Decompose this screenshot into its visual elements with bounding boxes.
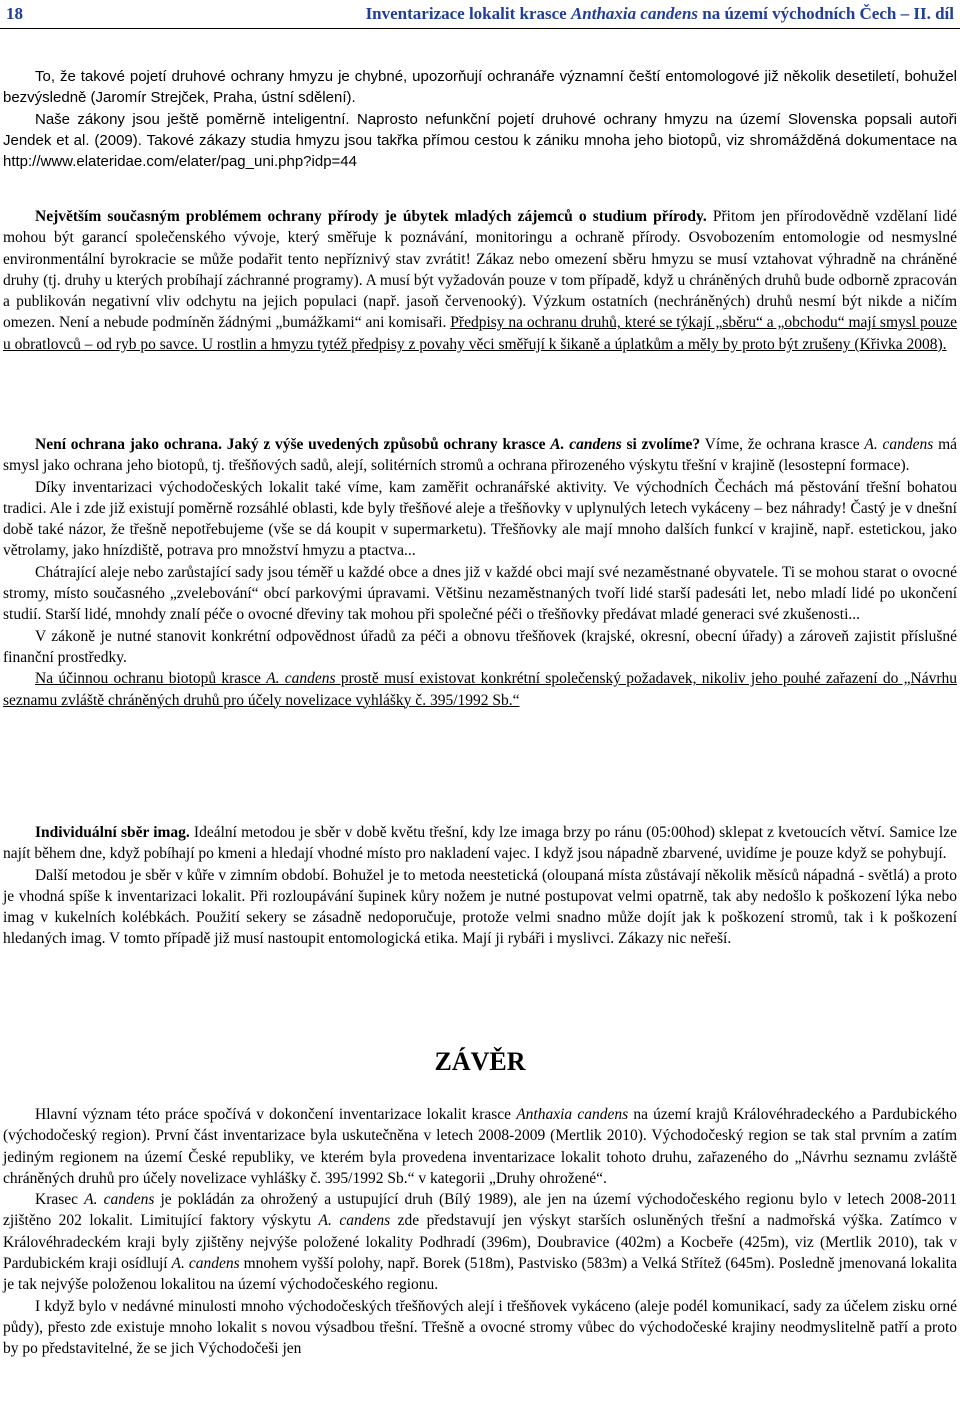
paragraph: Další metodou je sběr v kůře v zimním období. Bohužel je to metoda neestetická (oloupaná místa zůstávají několik měsíců nápadná - světlá) a proto je vhodná spíše k inventarizaci lokalit. Při rozloupávání šupinek kůry nožem je nutné postupovat velmi opatrně, tak aby nedošlo k poškození lýka nebo imag v kukelních kolébkách. Použití sekery se zásadně nedoporučuje, protože velmi snadno může dojít jak k poškození stromů, tak i k poškození hledaných imag. V tomto případě již musí nastoupit entomologická etika. Mají ji rybáři i myslivci. Zákazy nic neřeší. (3, 866, 957, 948)
running-title: Inventarizace lokalit krasce Anthaxia candens na území východních Čech – II. díl (365, 4, 954, 23)
bold-statement: Individuální sběr imag. (35, 824, 190, 841)
underlined-statement: Předpisy na ochranu druhů, které se týkají „sběru“ a „obchodu“ mají smysl pouze u obratlovců – od ryb po savce. U rostlin a hmyzu tytéž předpisy z povahy věci směřují k šikaně a úplatkům a měly by proto být zrušeny (Křivka 2008). (3, 314, 957, 353)
page-header (0, 2, 960, 29)
species-name: A. candens (84, 1191, 155, 1209)
paragraph: Není ochrana jako ochrana. Jaký z výše uvedených způsobů ochrany krasce A. candens si zvolíme? Víme, že ochrana krasce A. candens má smysl jako ochrana jeho biotopů, tj. třešňových sadů, alejí, solitérních stromů a ochrana přirozeného výskytu třešní v krajině (lesostepní formace). (3, 436, 958, 475)
species-name: A. candens (864, 436, 934, 453)
paragraph: V zákoně je nutné stanovit konkrétní odpovědnost úřadů za péči a obnovu třešňovek (krajské, okresní, obecní úřady) a zároveň zajistit příslušné finanční prostředky. (3, 627, 957, 666)
page-number: 18 (6, 4, 23, 23)
paragraph: Chátrající aleje nebo zarůstající sady jsou téměř u každé obce a dnes již v každé obci mají své nezaměstnané obyvatele. Ti se mohou starat o ovocné stromy, místo současného „zvelebování“ obcí parkovými úpravami. Většinu nezaměstnaných tvoří lidé starší padesáti let, nebo mladí lidé po ukončení studií. Starší lidé, mnohdy znalí péče o ovocné dřeviny tak mohou při společné péči o třešňovky předávat mladé generaci své zkušenosti... (3, 563, 957, 624)
paragraph: Individuální sběr imag. Ideální metodou je sběr v době květu třešní, kdy lze imaga brzy po ránu (05:00hod) sklepat z kvetoucích větví. Samice lze najít během dne, když pobíhají po kmeni a hledají vhodné místo pro nakladení vajec. I když jsou nápadně zbarvené, uvidíme je pouze když se pohybují. (3, 824, 957, 863)
species-name: A. candens (171, 1255, 240, 1273)
paragraph: Na účinnou ochranu biotopů krasce A. candens prostě musí existovat konkrétní společenský požadavek, nikoliv jeho pouhé zařazení do „Návrhu seznamu zvláště chráněných druhů pro účely novelizace vyhlášky č. 395/1992 Sb.“ (3, 670, 957, 709)
section-conclusion (3, 1104, 957, 1360)
paragraph: Díky inventarizaci východočeských lokalit také víme, kam zaměřit ochranářské aktivity. Ve východních Čechách má pěstování třešní bohatou tradici. Ale i zde již existují poměrně rozsáhlé oblasti, kde byly třešňové aleje a třešňovky v uplynulých letech vykáceny – bez náhrady! Častý je v dnešní době také názor, že třešně nepotřebujeme (vše se dá koupit v supermarketu). Třešňovky ale mají mnoho dalších funkcí v krajině, např. estetickou, jako větrolamy, jako hnízdiště, potrava pro množství hmyzu a ptactva... (3, 478, 957, 560)
section-heading: ZÁVĚR (434, 1047, 526, 1076)
section-protection (3, 434, 957, 711)
species-name: Anthaxia candens (516, 1106, 629, 1123)
paragraph: To, že takové pojetí druhové ochrany hmyzu je chybné, upozorňují ochranáře významní čeští entomologové již několik desetiletí, bohužel bezvýsledně (Jaromír Strejček, Praha, ústní sdělení). (3, 68, 957, 107)
paragraph: Krasec A. candens je pokládán za ohrožený a ustupující druh (Bílý 1989), ale jen na území východočeského regionu bylo v letech 2008-2011 zjištěno 202 lokalit. Limitující faktory výskytu A. candens zde představují jen výskyt starších osluněných třešní a nadmořská výška. Zatímco v Královéhradeckém kraji byly zjištěny nejvýše položené lokality Podhradí (396m), Doubravice (402m) a Kocbeře (425m), viz (Mertlik 2010), tak v Pardubickém kraji osídlují A. candens mnohem vyšší polohy, např. Borek (518m), Pastvisko (583m) a Velká Střítež (645m). Posledně jmenovaná lokalita je tak nejvýše položenou lokalitou na území východočeského regionu. (3, 1191, 958, 1294)
species-name: Anthaxia candens (570, 4, 699, 23)
species-name: A. candens (550, 436, 622, 453)
species-name: A. candens (318, 1212, 391, 1230)
paragraph: Hlavní význam této práce spočívá v dokončení inventarizace lokalit krasce Anthaxia candens na území krajů Královéhradeckého a Pardubického (východočeský region). První část inventarizace byla uskutečněna v letech 2008-2009 (Mertlik 2010). Východočeský region se tak stal prvním a zatím jediným regionem na území České republiky, ve kterém byla provedena inventarizace lokalit tohoto druhu, zařazeného do „Návrhu seznamu zvláště chráněných druhů pro účely novelizace vyhlášky č. 395/1992 Sb.“ v kategorii „Druhy ohrožené“. (3, 1106, 957, 1187)
section-collecting (3, 822, 957, 950)
paragraph: Naše zákony jsou ještě poměrně inteligentní. Naprosto nefunkční pojetí druhové ochrany hmyzu na území Slovenska popsali autoři Jendek et al. (2009). Takové zákazy studia hmyzu jsou takřka přímou cestou k zániku mnoha jeho biotopů, viz shromážděná dokumentace na http://www.elateridae.com/elater/pag_uni.php?idp=44 (3, 110, 957, 171)
bold-statement: Největším současným problémem ochrany přírody je úbytek mladých zájemců o studium přírody. (35, 208, 707, 225)
paragraph: Největším současným problémem ochrany přírody je úbytek mladých zájemců o studium přírody. Přitom jen přírodovědně vzdělaní lidé mohou být garancí společenského vývoje, který směřuje k poznávání, monitoringu a ochraně přírody. Osvobozením entomologie od nesmyslné environmentální byrokracie se může podařit tento nepříznivý stav zvrátit! Zákaz nebo omezení sběru hmyzu se musí vztahovat výhradně na chráněné druhy (tj. druhy u kterých probíhají záchranné programy). A musí být vyžadován pouze v tom případě, když u chráněných druhů bude odborně zpracován a publikován negativní vliv odchytu na jejich populaci (např. jasoň červenooký). Výzkum ostatních (nechráněných) druhů nesmí být nikde a ničím omezen. Není a nebude podmíněn žádnými „bumážkami“ ani komisaři. Předpisy na ochranu druhů, které se týkají „sběru“ a „obchodu“ mají smysl pouze u obratlovců – od ryb po savce. U rostlin a hmyzu tytéž předpisy z povahy věci směřují k šikaně a úplatkům a měly by proto být zrušeny (Křivka 2008). (3, 208, 957, 353)
section-problem (3, 206, 957, 355)
section-intro (3, 66, 957, 172)
paragraph: I když bylo v nedávné minulosti mnoho východočeských třešňových alejí i třešňovek vykáceno (aleje podél komunikací, sady za účelem zisku orné půdy), přesto zde existuje mnoho lokalit s novou výsadbou třešní. Třešně a ovocné stromy vůbec do východočeské krajiny neodmyslitelně patří a proto by po představitelné, že se jich Východočeši jen (3, 1297, 957, 1358)
species-name: A. candens (266, 670, 336, 688)
